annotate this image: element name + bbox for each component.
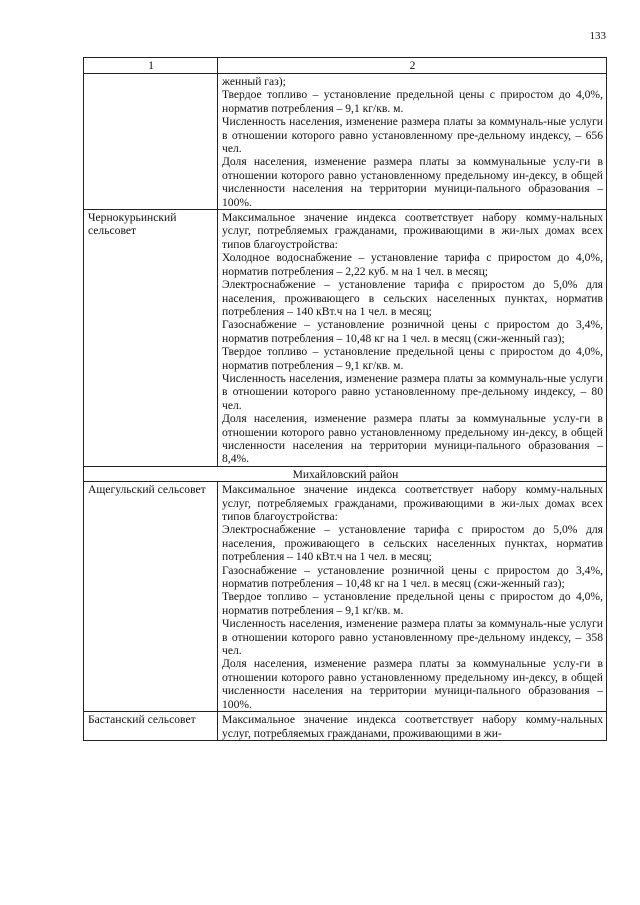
description-cell (218, 712, 607, 741)
description-paragraph: Максимальное значение индекса соответствует набору комму-нальных услуг, потребляемых гражданами, проживающими в жи- (222, 713, 603, 740)
description-paragraph: Численность населения, изменение размера платы за коммуналь-ные услуги в отношении которого равно установленному пре-дельному индексу, – 358 чел. (222, 617, 603, 658)
description-paragraph: Электроснабжение – установление тарифа с приростом до 5,0% для населения, проживающего в сельских населенных пунктах, норматив потребления – 140 кВт.ч на 1 чел. в месяц; (222, 523, 603, 564)
table-row (84, 712, 607, 741)
description-paragraph: Доля населения, изменение размера платы за коммунальные услу-ги в отношении которого равно установленному предельному ин-дексу, в общей численности населения на территории муници-пального образования – 8,4%. (222, 412, 603, 466)
description-paragraph: Доля населения, изменение размера платы за коммунальные услу-ги в отношении которого равно установленному предельному ин-дексу, в общей численности населения на территории муници-пального образования – 100%. (222, 657, 603, 711)
page-number: 133 (589, 30, 606, 42)
description-paragraph: Твердое топливо – установление предельной цены с приростом до 4,0%, норматив потребления – 9,1 кг/кв. м. (222, 345, 603, 372)
municipality-name-cell (84, 482, 218, 712)
description-paragraph: Электроснабжение – установление тарифа с приростом до 5,0% для населения, проживающего в сельских населенных пунктах, норматив потребления – 140 кВт.ч на 1 чел. в месяц; (222, 278, 603, 318)
description-paragraph: Твердое топливо – установление предельной цены с приростом до 4,0%, норматив потребления – 9,1 кг/кв. м. (222, 590, 603, 617)
header-col-2: 2 (218, 58, 607, 74)
description-paragraph: Максимальное значение индекса соответствует набору комму-нальных услуг, потребляемых гражданами, проживающими в жи-лых домах всех типов благоустройства: (222, 483, 603, 523)
municipality-name: Чернокурьинский сельсовет (88, 211, 177, 238)
description-paragraph: Численность населения, изменение размера платы за коммуналь-ные услуги в отношении которого равно установленному пре-дельному индексу, – 80 чел. (222, 371, 603, 412)
description-paragraph: Твердое топливо – установление предельной цены с приростом до 4,0%, норматив потребления – 9,1 кг/кв. м. (222, 88, 603, 115)
description-paragraph: женный газ); (222, 75, 286, 88)
header-col-1: 1 (84, 58, 218, 74)
region-title: Михайловский район (84, 466, 607, 481)
table-row (84, 482, 607, 712)
description-paragraph: Газоснабжение – установление розничной цены с приростом до 3,4%, норматив потребления – 10,48 кг на 1 чел. в месяц (сжи-женный газ); (222, 563, 603, 591)
description-paragraph: Максимальное значение индекса соответствует набору комму-нальных услуг, потребляемых гражданами, проживающими в жи-лых домах всех типов благоустройства: (222, 211, 603, 251)
description-paragraph: Численность населения, изменение размера платы за коммуналь-ные услуги в отношении которого равно установленному пре-дельному индексу, – 656 чел. (222, 115, 603, 156)
region-header-row (84, 466, 607, 481)
description-cell (218, 482, 607, 712)
municipality-name-cell (84, 210, 218, 467)
municipality-name-cell (84, 74, 218, 210)
description-cell (218, 210, 607, 467)
utility-index-table (83, 57, 607, 741)
municipality-name-cell (84, 712, 218, 741)
municipality-name: Ащегульский сельсовет (88, 483, 206, 497)
description-paragraph: Холодное водоснабжение – установление тарифа с приростом до 4,0%, норматив потребления – 2,22 куб. м на 1 чел. в месяц; (222, 251, 603, 278)
table-header-row (84, 58, 607, 74)
description-paragraph: Доля населения, изменение размера платы за коммунальные услу-ги в отношении которого равно установленному предельному ин-дексу, в общей численности населения на территории муници-пального образования – 100%. (222, 155, 603, 209)
municipality-name: Бастанский сельсовет (88, 713, 196, 727)
description-cell (218, 74, 607, 210)
table-row (84, 74, 607, 210)
description-paragraph: Газоснабжение – установление розничной цены с приростом до 3,4%, норматив потребления – 10,48 кг на 1 чел. в месяц (сжи-женный газ); (222, 318, 603, 345)
table-row (84, 210, 607, 467)
